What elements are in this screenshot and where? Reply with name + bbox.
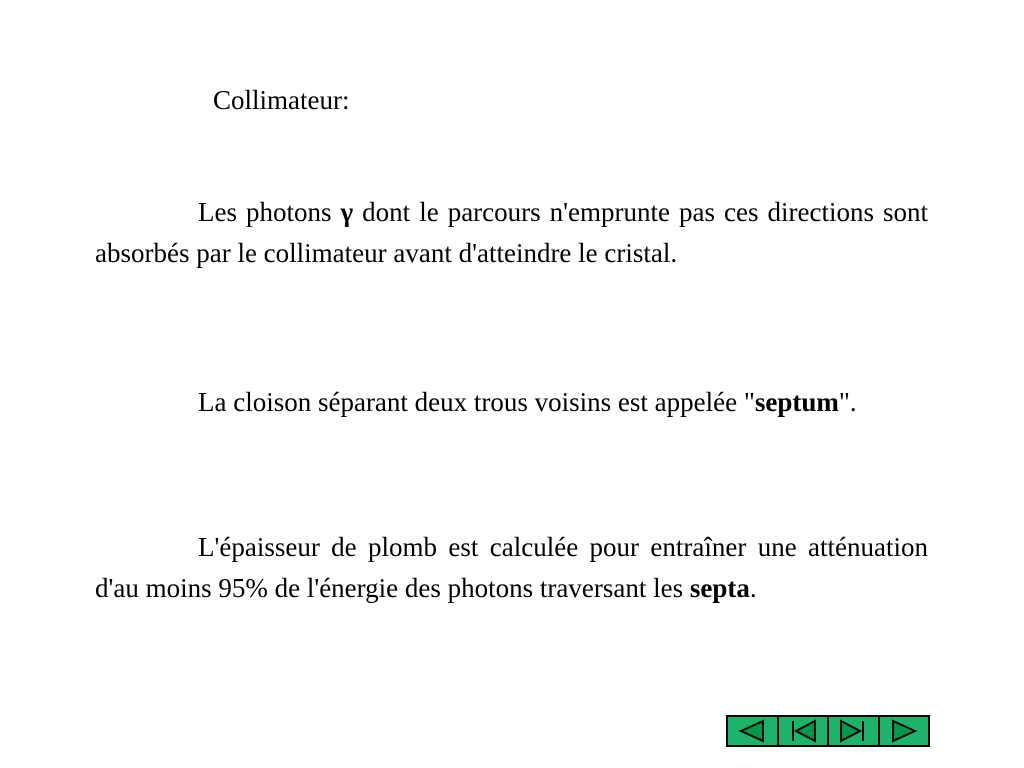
paragraph-lead-thickness bbox=[95, 527, 928, 609]
paragraph-lead-text-start: L'épaisseur de plomb est calculée pour entraîner une atténuation d'au moins 95% de l'énergie des photons traversant les bbox=[95, 532, 928, 603]
first-slide-button[interactable] bbox=[779, 717, 830, 745]
gamma-symbol: γ bbox=[340, 197, 354, 227]
paragraph-septum-text-start: La cloison séparant deux trous voisins est appelée " bbox=[198, 387, 755, 417]
last-icon bbox=[838, 719, 868, 743]
first-icon bbox=[788, 719, 818, 743]
slide-title: Collimateur: bbox=[213, 85, 350, 115]
septum-term: septum bbox=[754, 387, 839, 417]
slide-navigation bbox=[726, 715, 930, 747]
previous-slide-button[interactable] bbox=[728, 717, 779, 745]
paragraph-photons-text-end: dont le parcours n'emprunte pas ces directions sont absorbés par le collimateur avant d'atteindre le cristal. bbox=[95, 197, 929, 268]
previous-icon bbox=[737, 719, 767, 743]
next-slide-button[interactable] bbox=[880, 717, 929, 745]
paragraph-septum-text-end: ". bbox=[838, 387, 857, 417]
next-icon bbox=[889, 719, 919, 743]
paragraph-photons bbox=[95, 192, 928, 274]
paragraph-septum bbox=[95, 382, 928, 423]
last-slide-button[interactable] bbox=[829, 717, 880, 745]
paragraph-lead-text-end: . bbox=[749, 573, 757, 603]
septa-term: septa bbox=[689, 573, 750, 603]
paragraph-photons-text-start: Les photons bbox=[198, 197, 341, 227]
